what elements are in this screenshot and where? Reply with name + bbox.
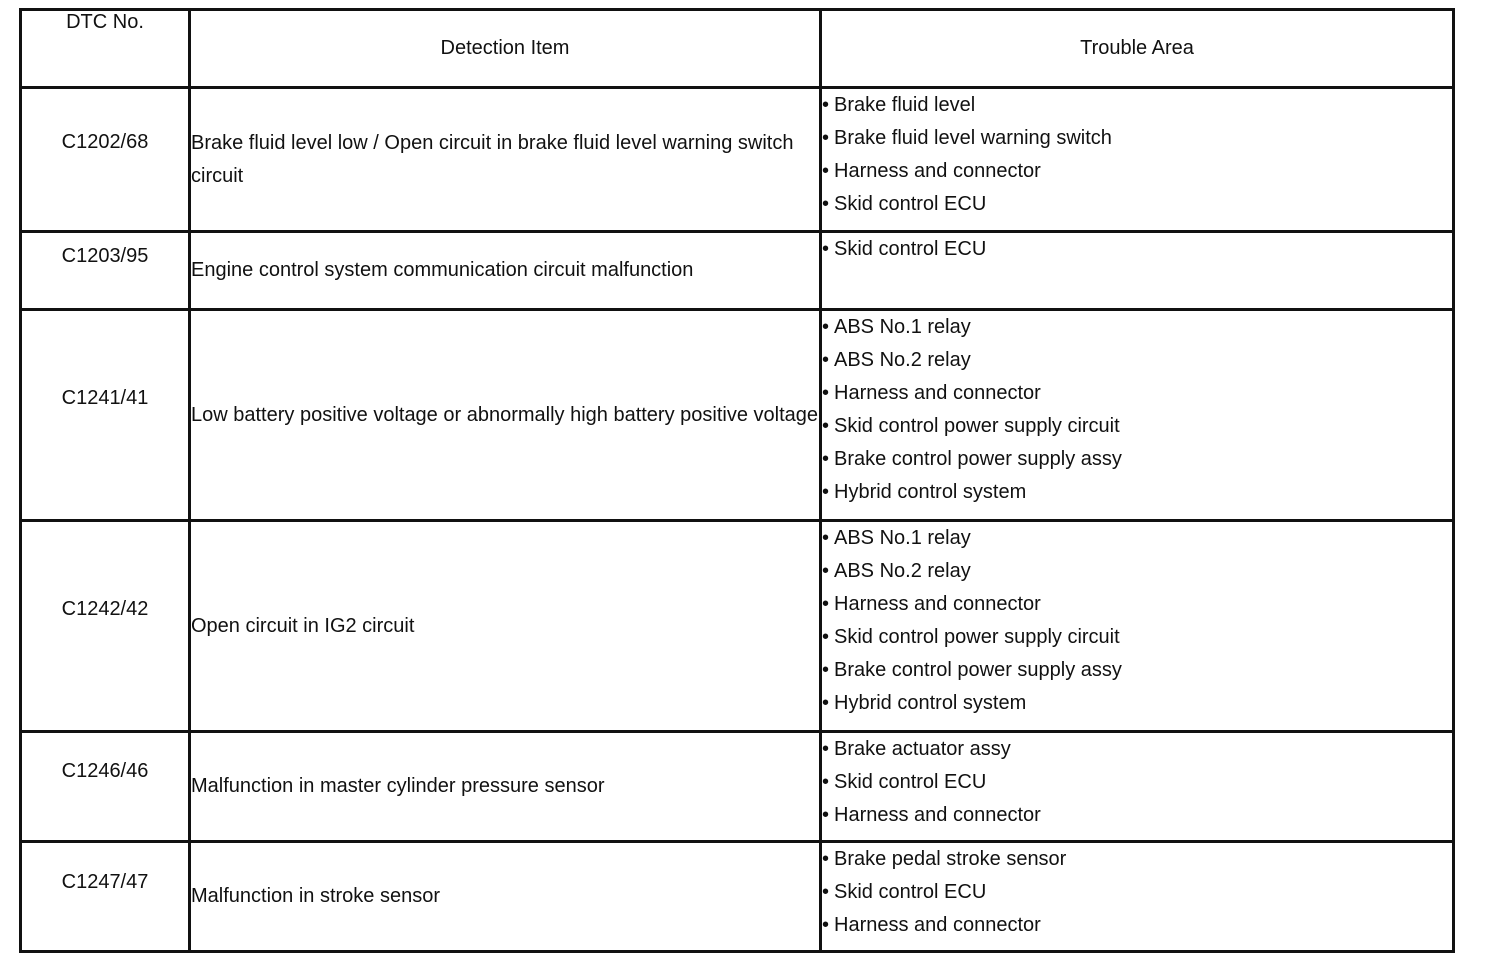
bullet-icon: •: [822, 349, 830, 371]
bullet-icon: •: [822, 848, 830, 870]
trouble-area-item: • Harness and connector: [822, 588, 1452, 621]
bullet-icon: •: [822, 415, 830, 437]
detection-item: Open circuit in IG2 circuit: [190, 521, 821, 732]
bullet-icon: •: [822, 316, 830, 338]
trouble-area-item: • Brake fluid level: [822, 89, 1452, 122]
trouble-area: [821, 232, 1454, 310]
trouble-area-item: • Harness and connector: [822, 155, 1452, 188]
bullet-icon: •: [822, 527, 830, 549]
trouble-area: [821, 88, 1454, 232]
dtc-code: C1202/68: [21, 88, 190, 232]
bullet-icon: •: [822, 881, 830, 903]
trouble-area-item: • Brake fluid level warning switch: [822, 122, 1452, 155]
trouble-area-item: • Hybrid control system: [822, 687, 1452, 720]
dtc-code: C1242/42: [21, 521, 190, 732]
trouble-area: [821, 732, 1454, 842]
table-row: [21, 842, 1454, 952]
bullet-icon: •: [822, 238, 830, 260]
bullet-icon: •: [822, 481, 830, 503]
trouble-area-list: [822, 311, 1452, 509]
trouble-area-item: • Harness and connector: [822, 799, 1452, 832]
table-header-row: [21, 10, 1454, 88]
trouble-area-item: • Skid control power supply circuit: [822, 410, 1452, 443]
trouble-area-item: • ABS No.1 relay: [822, 522, 1452, 555]
dtc-table: [19, 8, 1455, 953]
table-row: [21, 88, 1454, 232]
bullet-icon: •: [822, 160, 830, 182]
trouble-area-list: [822, 89, 1452, 221]
trouble-area-item: • Brake pedal stroke sensor: [822, 843, 1452, 876]
trouble-area-item: • Brake control power supply assy: [822, 443, 1452, 476]
trouble-area: [821, 842, 1454, 952]
dtc-code: C1246/46: [21, 732, 190, 842]
header-detection-item: Detection Item: [190, 10, 821, 88]
bullet-icon: •: [822, 804, 830, 826]
header-dtc-no: DTC No.: [21, 10, 190, 88]
bullet-icon: •: [822, 692, 830, 714]
trouble-area-item: • Skid control ECU: [822, 766, 1452, 799]
trouble-area-item: • Hybrid control system: [822, 476, 1452, 509]
bullet-icon: •: [822, 94, 830, 116]
trouble-area: [821, 521, 1454, 732]
trouble-area-list: [822, 233, 1452, 266]
dtc-code: C1241/41: [21, 310, 190, 521]
bullet-icon: •: [822, 593, 830, 615]
bullet-icon: •: [822, 626, 830, 648]
bullet-icon: •: [822, 382, 830, 404]
detection-item: Engine control system communication circuit malfunction: [190, 232, 821, 310]
trouble-area-list: [822, 843, 1452, 942]
trouble-area-list: [822, 733, 1452, 832]
dtc-code: C1247/47: [21, 842, 190, 952]
bullet-icon: •: [822, 659, 830, 681]
trouble-area-item: • Brake control power supply assy: [822, 654, 1452, 687]
trouble-area-item: • ABS No.1 relay: [822, 311, 1452, 344]
trouble-area-item: • Harness and connector: [822, 377, 1452, 410]
detection-item: Malfunction in stroke sensor: [190, 842, 821, 952]
bullet-icon: •: [822, 448, 830, 470]
trouble-area-item: • ABS No.2 relay: [822, 555, 1452, 588]
trouble-area-item: • ABS No.2 relay: [822, 344, 1452, 377]
detection-item: Brake fluid level low / Open circuit in brake fluid level warning switch circuit: [190, 88, 821, 232]
header-trouble-area: Trouble Area: [821, 10, 1454, 88]
detection-item: Low battery positive voltage or abnormally high battery positive voltage: [190, 310, 821, 521]
trouble-area-item: • Skid control ECU: [822, 188, 1452, 221]
bullet-icon: •: [822, 560, 830, 582]
dtc-code: C1203/95: [21, 232, 190, 310]
trouble-area-list: [822, 522, 1452, 720]
table-row: [21, 232, 1454, 310]
table-row: [21, 310, 1454, 521]
bullet-icon: •: [822, 193, 830, 215]
detection-item: Malfunction in master cylinder pressure sensor: [190, 732, 821, 842]
bullet-icon: •: [822, 738, 830, 760]
trouble-area-item: • Skid control ECU: [822, 233, 1452, 266]
bullet-icon: •: [822, 127, 830, 149]
trouble-area-item: • Skid control power supply circuit: [822, 621, 1452, 654]
trouble-area-item: • Harness and connector: [822, 909, 1452, 942]
trouble-area: [821, 310, 1454, 521]
table-row: [21, 732, 1454, 842]
trouble-area-item: • Skid control ECU: [822, 876, 1452, 909]
table-row: [21, 521, 1454, 732]
trouble-area-item: • Brake actuator assy: [822, 733, 1452, 766]
bullet-icon: •: [822, 771, 830, 793]
bullet-icon: •: [822, 914, 830, 936]
